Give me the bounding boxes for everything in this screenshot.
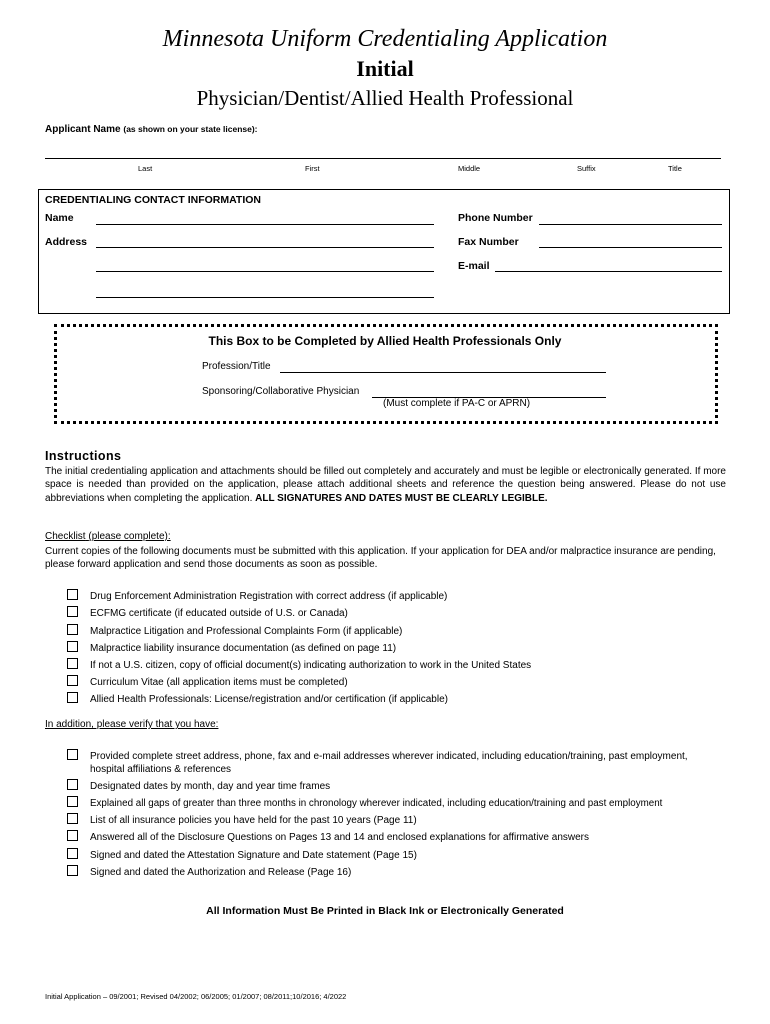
instructions-heading: Instructions	[45, 449, 122, 463]
sublabel-last: Last	[138, 164, 153, 173]
checkbox[interactable]	[67, 749, 78, 760]
profession-line: Physician/Dentist/Allied Health Professional	[196, 86, 574, 110]
checklist-item: Curriculum Vitae (all application items must be completed)	[90, 677, 348, 688]
checkbox[interactable]	[67, 606, 78, 617]
checklist-title: Checklist (please complete):	[45, 531, 171, 542]
contact-phone-label: Phone Number	[458, 212, 533, 224]
contact-heading: CREDENTIALING CONTACT INFORMATION	[45, 194, 262, 206]
contact-address-field-2[interactable]	[96, 271, 434, 272]
checkbox[interactable]	[67, 692, 78, 703]
instructions-text	[45, 465, 726, 505]
applicant-name-field[interactable]	[45, 158, 721, 159]
checkbox[interactable]	[67, 624, 78, 635]
sublabel-title: Title	[668, 164, 682, 173]
checklist-item: Allied Health Professionals: License/registration and/or certification (if applicable)	[90, 694, 448, 705]
checklist-item: ECFMG certificate (if educated outside of U.S. or Canada)	[90, 608, 348, 619]
verify-item: Signed and dated the Authorization and Release (Page 16)	[90, 867, 352, 878]
contact-address-field-3[interactable]	[96, 297, 434, 298]
verify-item: Signed and dated the Attestation Signature and Date statement (Page 15)	[90, 850, 417, 861]
checklist-item: Malpractice liability insurance documentation (as defined on page 11)	[90, 643, 397, 654]
contact-email-field[interactable]	[495, 271, 722, 272]
checkbox[interactable]	[67, 779, 78, 790]
contact-name-label: Name	[45, 212, 74, 224]
checklist-item: Malpractice Litigation and Professional Complaints Form (if applicable)	[90, 626, 403, 637]
checkbox[interactable]	[67, 658, 78, 669]
sponsor-label: Sponsoring/Collaborative Physician	[202, 386, 360, 397]
checkbox[interactable]	[67, 641, 78, 652]
revision-history: Initial Application – 09/2001; Revised 04/2002; 06/2005; 01/2007; 08/2011;10/2016; 4/2022	[45, 992, 347, 1001]
checkbox[interactable]	[67, 830, 78, 841]
checklist-item: Drug Enforcement Administration Registration with correct address (if applicable)	[90, 591, 448, 602]
contact-address-field-1[interactable]	[96, 247, 434, 248]
contact-address-label: Address	[45, 236, 88, 248]
checkbox[interactable]	[67, 848, 78, 859]
verify-item: Provided complete street address, phone, fax and e-mail addresses wherever indicated, including education/training, past employment, hospital affiliations & references	[90, 751, 688, 776]
instructions-bold: ALL SIGNATURES AND DATES MUST BE CLEARLY LEGIBLE.	[255, 492, 548, 504]
profession-title-field[interactable]	[280, 372, 606, 373]
checkbox[interactable]	[67, 796, 78, 807]
verify-item: Explained all gaps of greater than three months in chronology wherever indicated, including education/training and past employment	[90, 798, 663, 809]
verify-item: Answered all of the Disclosure Questions on Pages 13 and 14 and enclosed explanations for affirmative answers	[90, 832, 589, 843]
checklist-intro: Current copies of the following documents must be submitted with this application. If your application for DEA and/or malpractice insurance are pending, please forward application and send those documents as soon as possible.	[45, 546, 716, 571]
form-title: Minnesota Uniform Credentialing Application	[162, 26, 608, 52]
form-subtitle: Initial	[356, 56, 414, 81]
contact-name-field[interactable]	[96, 224, 434, 225]
checkbox[interactable]	[67, 589, 78, 600]
checklist-item: If not a U.S. citizen, copy of official document(s) indicating authorization to work in the United States	[90, 660, 532, 671]
checkbox[interactable]	[67, 865, 78, 876]
checkbox[interactable]	[67, 675, 78, 686]
checklist-heading	[45, 531, 171, 542]
contact-fax-field[interactable]	[539, 247, 722, 248]
profession-title-label: Profession/Title	[202, 361, 271, 372]
black-ink-note: All Information Must Be Printed in Black Ink or Electronically Generated	[206, 905, 564, 917]
verify-item: Designated dates by month, day and year time frames	[90, 781, 331, 792]
contact-email-label: E-mail	[458, 260, 490, 272]
checkbox[interactable]	[67, 813, 78, 824]
contact-phone-field[interactable]	[539, 224, 722, 225]
verify-heading: In addition, please verify that you have:	[45, 719, 219, 730]
applicant-name-label	[45, 124, 258, 135]
instructions-body: The initial credentialing application and attachments should be filled out completely and accurately and must be legible or electronically generated. If more space is needed than provided on the application, please attach additional sheets and reference the question being answered. Please do not use abbreviations when completing the application.	[45, 466, 726, 504]
sublabel-first: First	[305, 164, 320, 173]
sponsor-note: (Must complete if PA-C or APRN)	[383, 398, 531, 409]
sublabel-suffix: Suffix	[577, 164, 596, 173]
applicant-label-text: Applicant Name	[45, 124, 121, 135]
contact-info-box	[38, 189, 730, 314]
contact-fax-label: Fax Number	[458, 236, 519, 248]
applicant-label-note: (as shown on your state license):	[123, 124, 258, 134]
allied-heading: This Box to be Completed by Allied Health Professionals Only	[208, 334, 562, 348]
sublabel-middle: Middle	[458, 164, 481, 173]
verify-item: List of all insurance policies you have held for the past 10 years (Page 11)	[90, 815, 417, 826]
